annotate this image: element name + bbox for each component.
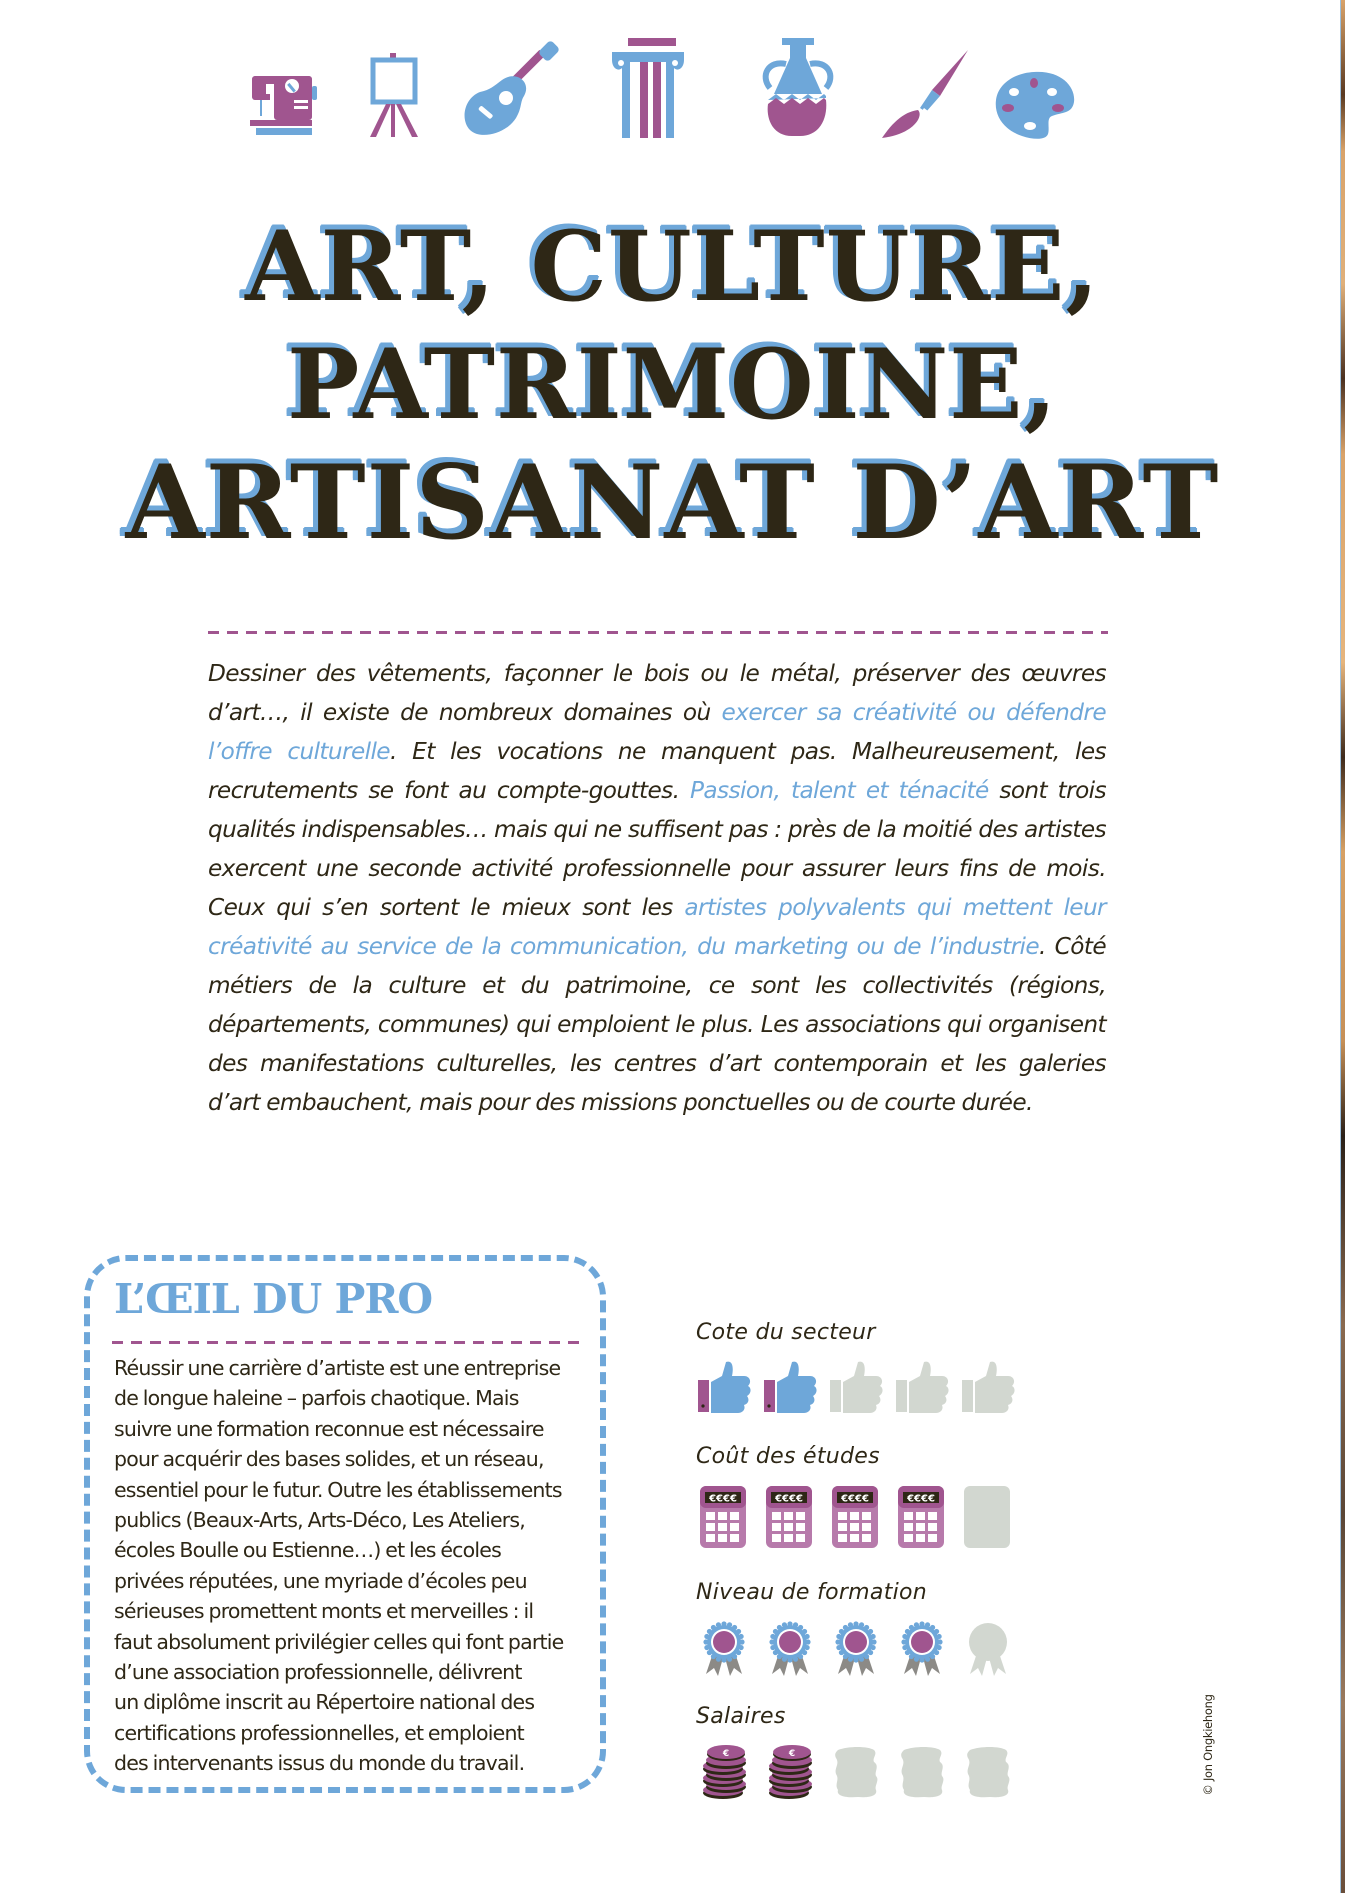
sewing-machine-icon xyxy=(250,58,320,138)
pro-box-title: L’ŒIL DU PRO xyxy=(114,1275,433,1323)
pro-line: certifications professionnelles, et emploient xyxy=(114,1720,524,1745)
coin-stack-icon xyxy=(828,1744,894,1802)
intro-highlight: Passion, talent et ténacité xyxy=(690,777,989,804)
rating-icons xyxy=(696,1620,1056,1678)
intro-highlight: artistes polyvalents qui mettent leur créativité au service de la communication, du marketing ou de l’industrie xyxy=(208,894,1106,960)
rating-icons xyxy=(696,1484,1056,1542)
svg-text:€: € xyxy=(722,1749,730,1759)
pro-line: suivre une formation reconnue est nécessaire xyxy=(114,1416,544,1441)
rating-cote-secteur xyxy=(696,1318,1056,1442)
svg-text:€€€€: €€€€ xyxy=(709,1493,737,1505)
calculator-icon xyxy=(828,1484,894,1542)
thumbs-up-icon xyxy=(696,1360,762,1418)
title-line: PATRIMOINE, xyxy=(287,328,1058,441)
rosette-icon xyxy=(960,1620,1026,1678)
intro-text: Dessiner des vêtements, façonner le bois ou le métal, préserver des œuvres d’art…, il existe de nombreux domaines où xyxy=(208,660,1106,726)
rating-label: Salaires xyxy=(696,1704,786,1729)
column-icon xyxy=(608,38,688,138)
rating-icons xyxy=(696,1744,1056,1802)
title-line: ARTISANAT D’ART xyxy=(125,443,1220,563)
calculator-icon xyxy=(696,1484,762,1542)
paintbrush-icon xyxy=(880,46,976,142)
intro-text: sont trois qualités indispensables… mais qui ne suffisent pas : près de la moitié des artistes exercent une seconde activité professionnelle pour assurer leurs fins de mois. Ceux qui s’en sortent le mieux sont les xyxy=(208,777,1106,921)
header-icons xyxy=(0,30,1345,140)
pro-line: sérieuses promettent monts et merveilles : il xyxy=(114,1599,534,1624)
rating-icons xyxy=(696,1360,1056,1418)
intro-text: . Côté métiers de la culture et du patrimoine, ce sont les collectivités (régions, départements, communes) qui emploient le plus. Les associations qui organisent des manifestations culturelles, les centres d’art contemporain et les galeries d’art embauchent, mais pour des missions ponctuelles ou de courte durée. xyxy=(208,933,1106,1116)
title-line: ART, CULTURE, xyxy=(245,210,1100,323)
thumbs-up-icon xyxy=(894,1360,960,1418)
coin-stack-icon xyxy=(894,1744,960,1802)
rosette-icon xyxy=(894,1620,960,1678)
section-divider xyxy=(208,631,1108,634)
rating-label: Coût des études xyxy=(696,1444,880,1469)
pro-box-text xyxy=(114,1353,584,1779)
guitar-icon xyxy=(458,38,568,143)
rating-label: Cote du secteur xyxy=(696,1320,876,1345)
easel-icon xyxy=(366,50,426,140)
rosette-icon xyxy=(762,1620,828,1678)
pro-box-divider xyxy=(112,1341,580,1344)
pro-line: publics (Beaux-Arts, Arts-Déco, Les Ateliers, xyxy=(114,1508,526,1533)
pro-line: essentiel pour le futur. Outre les établissements xyxy=(114,1477,562,1502)
photo-credit-text: © Jon Ongkiehong xyxy=(1201,1694,1215,1796)
pro-line: privées réputées, une myriade d’écoles peu xyxy=(114,1568,527,1593)
rosette-icon xyxy=(828,1620,894,1678)
pro-advice-box xyxy=(84,1255,606,1793)
pro-line: un diplôme inscrit au Répertoire national des xyxy=(114,1690,535,1715)
palette-icon xyxy=(994,70,1078,140)
thumbs-up-icon xyxy=(762,1360,828,1418)
rating-salaires xyxy=(696,1702,1056,1812)
intro-text: . Et les vocations ne manquent pas. Malheureusement, les recrutements se font au compte-gouttes. xyxy=(208,738,1106,804)
rosette-icon xyxy=(696,1620,762,1678)
page-title xyxy=(0,208,1345,562)
pro-line: d’une association professionnelle, délivrent xyxy=(114,1660,522,1685)
coin-stack-icon xyxy=(696,1744,762,1802)
intro-paragraph xyxy=(208,654,1106,1122)
coin-stack-icon xyxy=(762,1744,828,1802)
thumbs-up-icon xyxy=(960,1360,1026,1418)
ratings-panel xyxy=(696,1318,1056,1812)
pro-line: de longue haleine – parfois chaotique. Mais xyxy=(114,1386,519,1411)
pro-line: Réussir une carrière d’artiste est une entreprise xyxy=(114,1356,561,1380)
thumbs-up-icon xyxy=(828,1360,894,1418)
pro-line: écoles Boulle ou Estienne…) et les écoles xyxy=(114,1538,501,1563)
svg-text:€€€€: €€€€ xyxy=(841,1493,869,1505)
calculator-icon xyxy=(762,1484,828,1542)
coin-stack-icon xyxy=(960,1744,1026,1802)
svg-text:€€€€: €€€€ xyxy=(775,1493,803,1505)
pro-line: pour acquérir des bases solides, et un réseau, xyxy=(114,1447,544,1472)
amphora-icon xyxy=(760,38,834,138)
intro-highlight: exercer sa créativité ou défendre l’offre culturelle xyxy=(208,699,1106,765)
rating-cout-etudes xyxy=(696,1442,1056,1578)
pro-line: des intervenants issus du monde du travail. xyxy=(114,1751,525,1776)
svg-text:€€€€: €€€€ xyxy=(907,1493,935,1505)
rating-label: Niveau de formation xyxy=(696,1580,928,1605)
pro-line: faut absolument privilégier celles qui font partie xyxy=(114,1629,564,1654)
rating-niveau-formation xyxy=(696,1578,1056,1702)
photo-credit xyxy=(1196,1680,1220,1810)
svg-text:€: € xyxy=(788,1749,796,1759)
calculator-icon xyxy=(894,1484,960,1542)
calculator-icon xyxy=(960,1484,1026,1542)
